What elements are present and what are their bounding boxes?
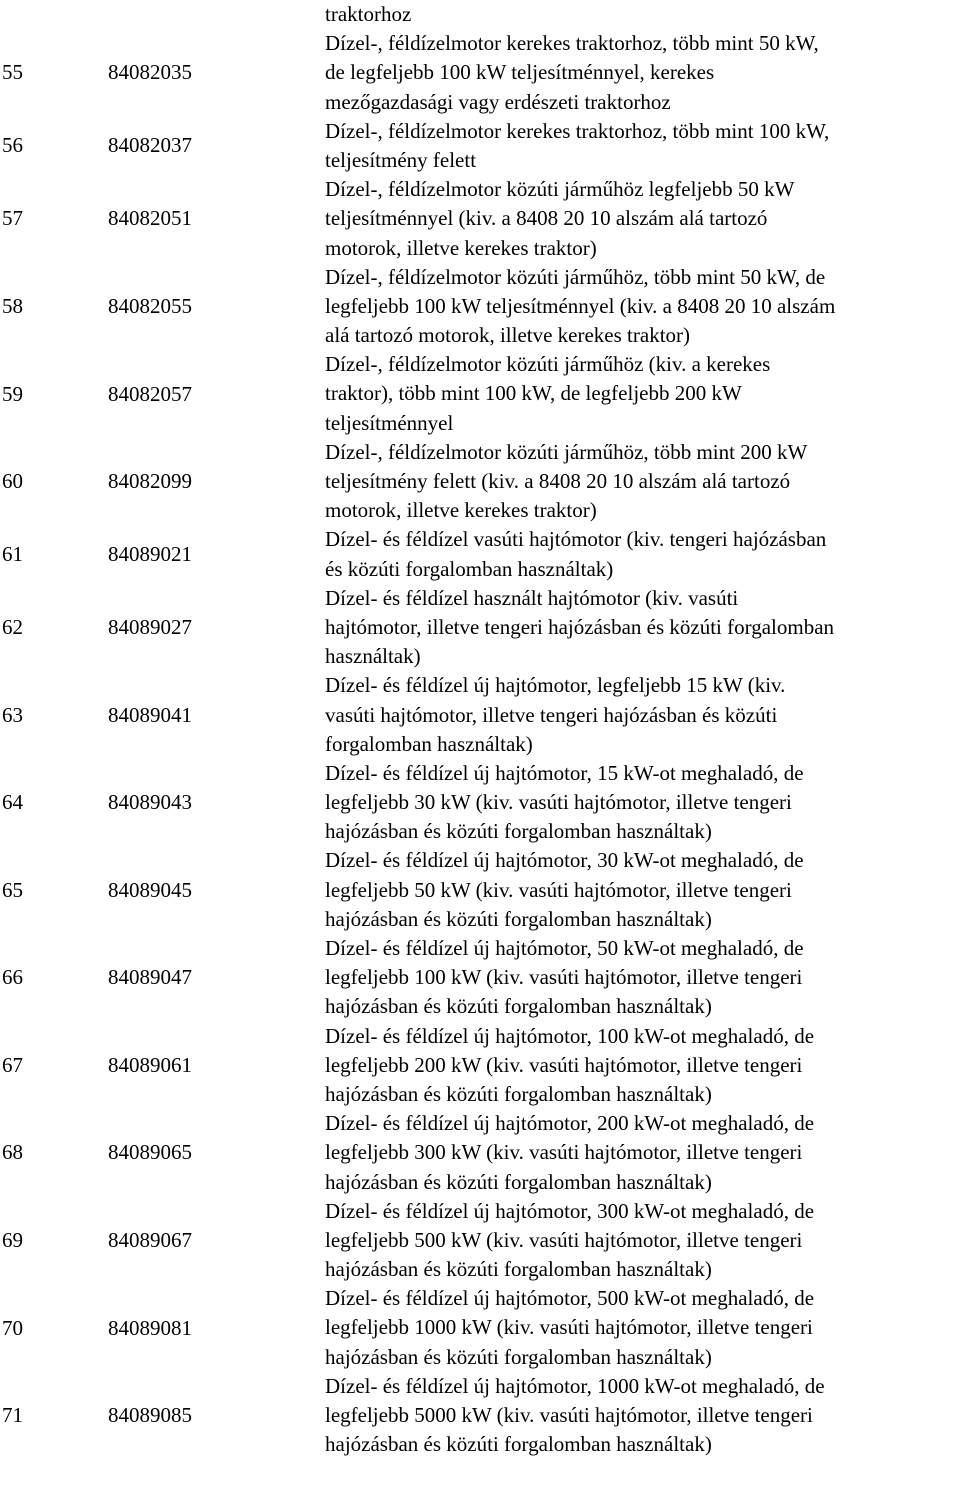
table-row: [0, 1372, 960, 1460]
description-line: mezőgazdasági vagy erdészeti traktorhoz: [325, 89, 671, 114]
description-line: motorok, illetve kerekes traktor): [325, 235, 597, 260]
table-row: [0, 175, 960, 263]
table-row: [0, 934, 960, 1022]
description-line: legfeljebb 300 kW (kiv. vasúti hajtómotor, illetve tengeri: [325, 1140, 803, 1165]
tariff-code: 84089045: [108, 877, 192, 902]
table-row: [0, 584, 960, 672]
description: [325, 438, 955, 526]
description-line: legfeljebb 500 kW (kiv. vasúti hajtómotor, illetve tengeri: [325, 1227, 803, 1252]
description-line: teljesítmény felett (kiv. a 8408 20 10 alszám alá tartozó: [325, 469, 791, 493]
row-number: 62: [2, 615, 23, 640]
row-number: 59: [2, 381, 23, 406]
description-line: legfeljebb 100 kW teljesítménnyel (kiv. a 8408 20 10 alszám: [325, 293, 836, 318]
description-line: legfeljebb 200 kW (kiv. vasúti hajtómotor, illetve tengeri: [325, 1052, 803, 1077]
table-row: [0, 1197, 960, 1285]
description: [325, 759, 955, 847]
description: [325, 350, 955, 438]
table-row: [0, 1109, 960, 1197]
tariff-code: [108, 0, 325, 29]
description-line: legfeljebb 50 kW (kiv. vasúti hajtómotor, illetve tengeri: [325, 877, 792, 902]
tariff-code: 84082055: [108, 293, 192, 318]
table-row: [0, 671, 960, 759]
description-line: teljesítménnyel: [325, 410, 454, 435]
description-line: Dízel-, féldízelmotor kerekes traktorhoz, több mint 100 kW,: [325, 118, 830, 143]
description: [325, 846, 955, 934]
row-number: 70: [2, 1315, 23, 1340]
table-row: [0, 117, 960, 175]
description-line: alá tartozó motorok, illetve kerekes traktor): [325, 323, 691, 348]
description-line: Dízel- és féldízel új hajtómotor, legfeljebb 15 kW (kiv.: [325, 673, 786, 698]
row-number: [0, 0, 108, 29]
table-row: [0, 263, 960, 351]
description: [325, 175, 955, 263]
table-row: [0, 525, 960, 583]
tariff-code: 84089041: [108, 702, 192, 727]
description: [325, 1197, 955, 1285]
description: [325, 0, 955, 29]
description-line: hajózásban és közúti forgalomban használtak): [325, 819, 712, 844]
description-line: Dízel-, féldízelmotor közúti járműhöz, több mint 50 kW, de: [325, 264, 826, 289]
table-row: [0, 438, 960, 526]
description-line: hajózásban és közúti forgalomban használtak): [325, 1344, 712, 1369]
description-line: Dízel-, féldízelmotor közúti járműhöz legfeljebb 50 kW: [325, 177, 795, 202]
description-line: teljesítménnyel (kiv. a 8408 20 10 alszám alá tartozó: [325, 206, 768, 231]
description-line: Dízel- és féldízel új hajtómotor, 1000 kW-ot meghaladó, de: [325, 1373, 825, 1398]
table-row: [0, 350, 960, 438]
table-row: [0, 846, 960, 934]
tariff-code: 84089043: [108, 790, 192, 815]
table-row: [0, 1284, 960, 1372]
description-line: hajózásban és közúti forgalomban használtak): [325, 1432, 712, 1457]
description-line: Dízel- és féldízel új hajtómotor, 30 kW-ot meghaladó, de: [325, 848, 804, 873]
description: [325, 1372, 955, 1460]
tariff-code: 84089021: [108, 542, 192, 567]
row-number: 66: [2, 965, 23, 990]
tariff-code: 84082035: [108, 60, 192, 85]
tariff-code: 84082051: [108, 206, 192, 231]
description-line: hajózásban és közúti forgalomban használtak): [325, 1257, 712, 1282]
tariff-code: 84089061: [108, 1052, 192, 1077]
tariff-code: 84089067: [108, 1227, 192, 1252]
description-line: Dízel- és féldízel új hajtómotor, 500 kW-ot meghaladó, de: [325, 1286, 815, 1311]
description-line: legfeljebb 5000 kW (kiv. vasúti hajtómotor, illetve tengeri: [325, 1403, 813, 1427]
row-number: 67: [2, 1052, 23, 1077]
tariff-code: 84082037: [108, 133, 192, 158]
description-line: Dízel- és féldízel új hajtómotor, 300 kW-ot meghaladó, de: [325, 1198, 815, 1223]
description-line: hajtómotor, illetve tengeri hajózásban és közúti forgalomban: [325, 614, 835, 639]
description-line: Dízel-, féldízelmotor kerekes traktorhoz, több mint 50 kW,: [325, 31, 819, 56]
tariff-code: 84082099: [108, 469, 192, 494]
description: [325, 934, 955, 1022]
description-line: Dízel-, féldízelmotor közúti járműhöz, több mint 200 kW: [325, 439, 808, 464]
description-line: Dízel- és féldízel használt hajtómotor (kiv. vasúti: [325, 585, 739, 610]
description-line: Dízel- és féldízel új hajtómotor, 200 kW-ot meghaladó, de: [325, 1111, 815, 1136]
description: [325, 1109, 955, 1197]
row-number: 65: [2, 877, 23, 902]
description-line: traktorhoz: [325, 2, 412, 26]
table-row: [0, 1022, 960, 1110]
description-line: hajózásban és közúti forgalomban használtak): [325, 1081, 712, 1106]
row-number: 58: [2, 293, 23, 318]
description-line: Dízel- és féldízel új hajtómotor, 100 kW-ot meghaladó, de: [325, 1023, 815, 1048]
description: [325, 1022, 955, 1110]
description-line: hajózásban és közúti forgalomban használtak): [325, 906, 712, 931]
description: [325, 29, 955, 117]
tariff-code: 84089081: [108, 1315, 192, 1340]
description-line: de legfeljebb 100 kW teljesítménnyel, kerekes: [325, 60, 715, 85]
description: [325, 525, 955, 583]
description-line: használtak): [325, 644, 421, 669]
description-line: Dízel- és féldízel új hajtómotor, 15 kW-ot meghaladó, de: [325, 760, 804, 785]
description-line: legfeljebb 100 kW (kiv. vasúti hajtómotor, illetve tengeri: [325, 965, 803, 990]
description-line: hajózásban és közúti forgalomban használtak): [325, 1169, 712, 1194]
row-number: 56: [2, 133, 23, 158]
description-line: motorok, illetve kerekes traktor): [325, 498, 597, 523]
description-line: hajózásban és közúti forgalomban használtak): [325, 994, 712, 1019]
row-number: 61: [2, 542, 23, 567]
row-number: 71: [2, 1403, 23, 1428]
description-line: teljesítmény felett: [325, 147, 477, 172]
row-number: 57: [2, 206, 23, 231]
description-line: Dízel- és féldízel új hajtómotor, 50 kW-ot meghaladó, de: [325, 936, 804, 960]
row-number: 69: [2, 1227, 23, 1252]
description: [325, 1284, 955, 1372]
row-number: 63: [2, 702, 23, 727]
tariff-code: 84089027: [108, 615, 192, 640]
description-line: Dízel- és féldízel vasúti hajtómotor (kiv. tengeri hajózásban: [325, 527, 827, 552]
description-line: vasúti hajtómotor, illetve tengeri hajózásban és közúti: [325, 702, 778, 727]
tariff-code: 84089085: [108, 1403, 192, 1428]
description-line: legfeljebb 30 kW (kiv. vasúti hajtómotor, illetve tengeri: [325, 790, 792, 815]
description-line: Dízel-, féldízelmotor közúti járműhöz (kiv. a kerekes: [325, 352, 771, 377]
continuation-row: [0, 0, 960, 29]
description-line: forgalomban használtak): [325, 731, 533, 756]
description: [325, 671, 955, 759]
tariff-code: 84089065: [108, 1140, 192, 1165]
tariff-code: 84082057: [108, 381, 192, 406]
description-line: legfeljebb 1000 kW (kiv. vasúti hajtómotor, illetve tengeri: [325, 1315, 813, 1340]
tariff-code: 84089047: [108, 965, 192, 990]
row-number: 55: [2, 60, 23, 85]
table-row: [0, 759, 960, 847]
table-body: [0, 29, 960, 1459]
row-number: 68: [2, 1140, 23, 1165]
description-line: és közúti forgalomban használtak): [325, 556, 614, 581]
table-row: [0, 29, 960, 117]
description: [325, 584, 955, 672]
row-number: 64: [2, 790, 23, 815]
description-line: traktor), több mint 100 kW, de legfeljebb 200 kW: [325, 381, 742, 406]
description: [325, 263, 955, 351]
row-number: 60: [2, 469, 23, 494]
description: [325, 117, 955, 175]
